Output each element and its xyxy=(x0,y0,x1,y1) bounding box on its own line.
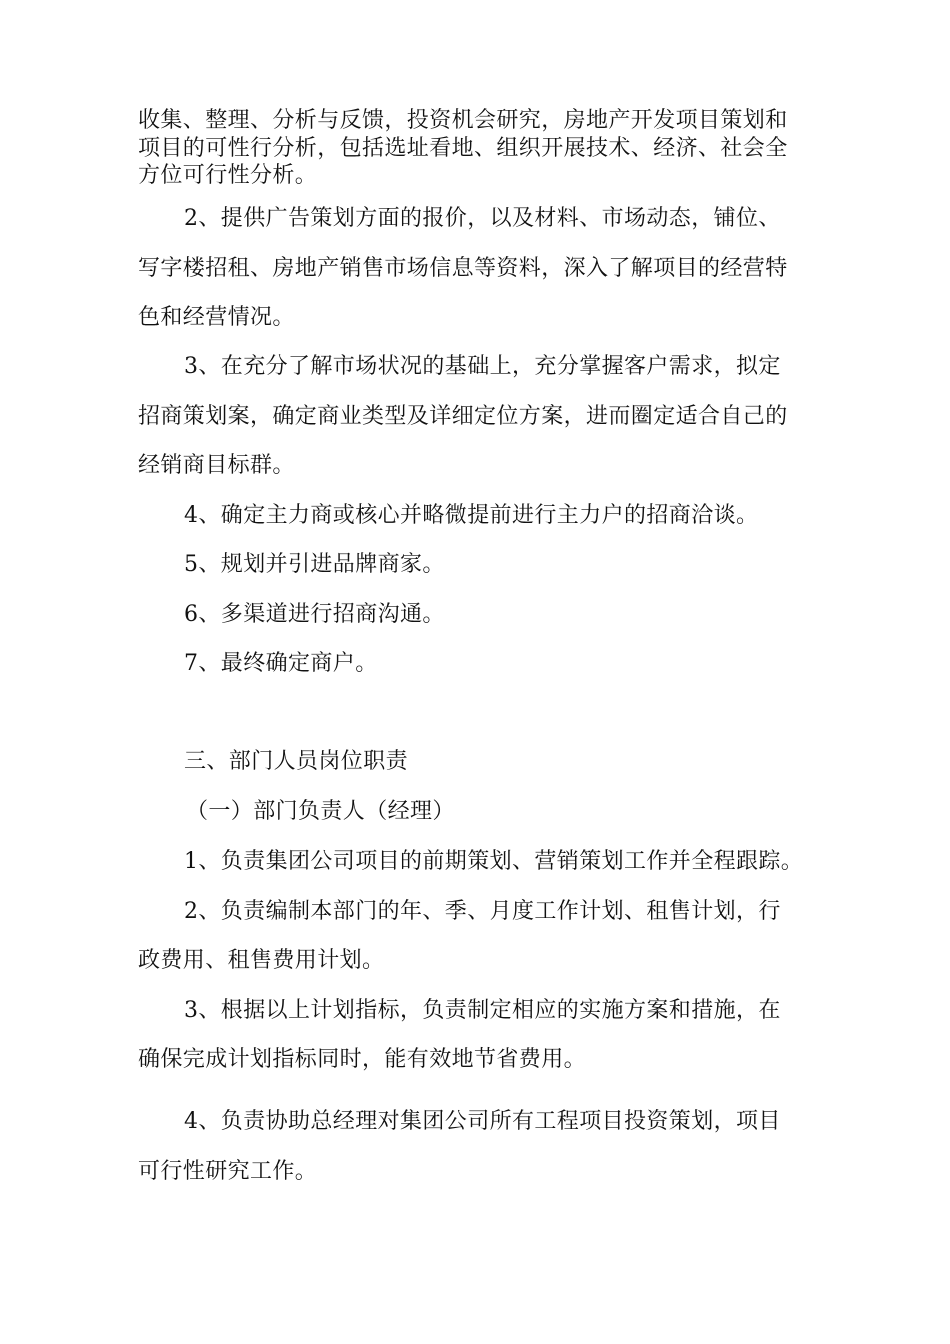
paragraph-line: 确保完成计划指标同时，能有效地节省费用。 xyxy=(138,1047,587,1072)
subsection-heading: （一）部门负责人（经理） xyxy=(186,799,455,824)
paragraph-line: 色和经营情况。 xyxy=(138,305,295,330)
paragraph-line: 4、负责协助总经理对集团公司所有工程项目投资策划，项目 xyxy=(184,1109,781,1134)
paragraph-line: 经销商目标群。 xyxy=(138,453,295,478)
paragraph-line: 收集、整理、分析与反馈，投资机会研究，房地产开发项目策划和 xyxy=(138,108,788,133)
paragraph-line: 可行性研究工作。 xyxy=(138,1159,318,1184)
paragraph-line: 2、提供广告策划方面的报价，以及材料、市场动态，铺位、 xyxy=(184,206,781,231)
paragraph-line: 2、负责编制本部门的年、季、月度工作计划、租售计划，行 xyxy=(184,899,781,924)
section-heading: 三、部门人员岗位职责 xyxy=(184,749,409,774)
paragraph-line: 写字楼招租、房地产销售市场信息等资料，深入了解项目的经营特 xyxy=(138,256,788,281)
paragraph-line: 4、确定主力商或核心并略微提前进行主力户的招商洽谈。 xyxy=(184,503,759,528)
paragraph-line: 项目的可性行分析，包括选址看地、组织开展技术、经济、社会全 xyxy=(138,136,788,161)
paragraph-line: 3、在充分了解市场状况的基础上，充分掌握客户需求，拟定 xyxy=(184,354,781,379)
paragraph-line: 方位可行性分析。 xyxy=(138,163,318,188)
paragraph-line: 3、根据以上计划指标，负责制定相应的实施方案和措施，在 xyxy=(184,998,781,1023)
paragraph-line: 招商策划案，确定商业类型及详细定位方案，进而圈定适合自己的 xyxy=(138,404,788,429)
paragraph-line: 政费用、租售费用计划。 xyxy=(138,948,385,973)
paragraph-line: 6、多渠道进行招商沟通。 xyxy=(184,602,445,627)
paragraph-line: 5、规划并引进品牌商家。 xyxy=(184,552,445,577)
paragraph-line: 7、最终确定商户。 xyxy=(184,651,378,676)
paragraph-line: 1、负责集团公司项目的前期策划、营销策划工作并全程跟踪。 xyxy=(184,849,804,874)
